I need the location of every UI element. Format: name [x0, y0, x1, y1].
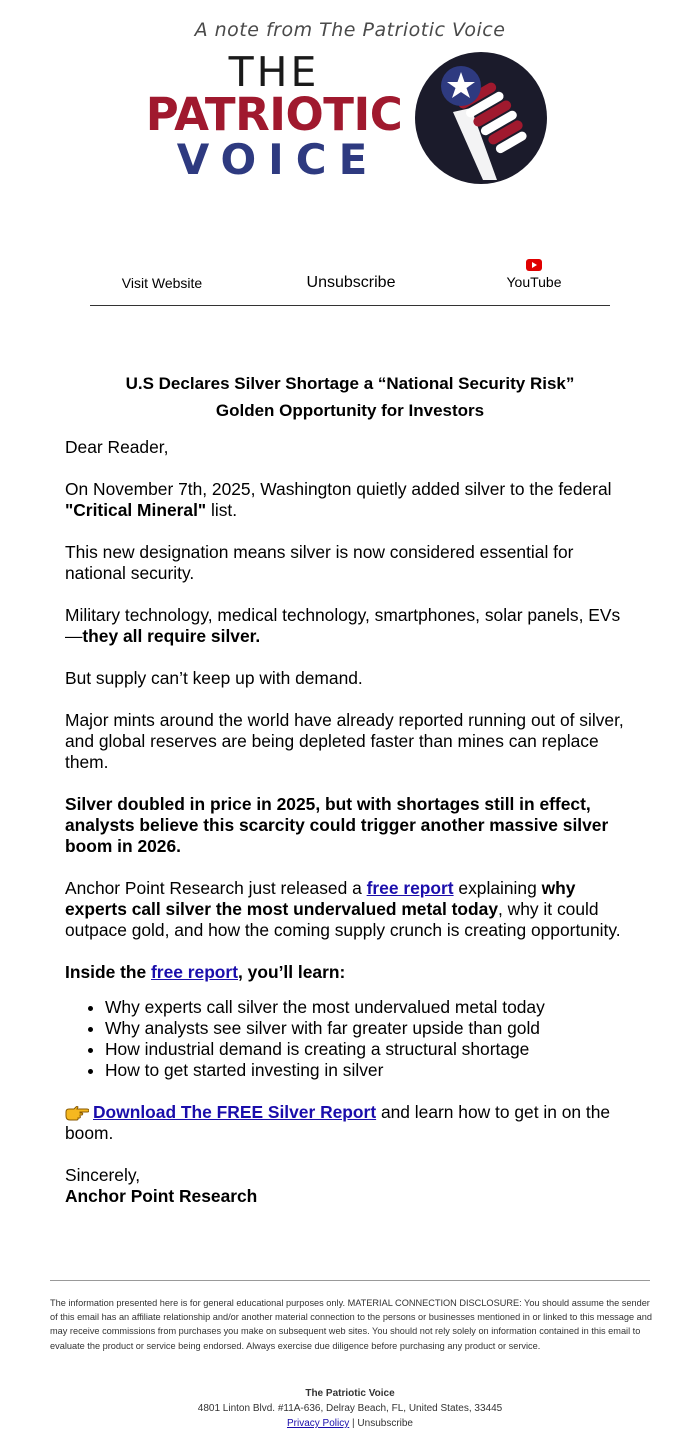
- paragraph-uses: [65, 605, 637, 647]
- pointing-hand-icon: [65, 1105, 89, 1121]
- p1-text-c: list.: [206, 500, 238, 520]
- youtube-label: YouTube: [506, 274, 562, 290]
- list-item: • Why analysts see silver with far greater upside than gold: [105, 1018, 637, 1039]
- cta-paragraph: [65, 1102, 637, 1144]
- visit-website-link[interactable]: Visit Website: [121, 275, 203, 291]
- youtube-link[interactable]: [489, 259, 579, 290]
- list-item: • How to get started investing in silver: [105, 1060, 637, 1081]
- microphone-flag-icon: [413, 50, 549, 186]
- footer-address: 4801 Linton Blvd. #11A-636, Delray Beach, FL, United States, 33445: [197, 1403, 503, 1414]
- p1-text-a: On November 7th, 2025, Washington quietly added silver to the federal: [65, 479, 612, 499]
- list-item: • Why experts call silver the most undervalued metal today: [105, 997, 637, 1018]
- learn-text-b: , you’ll learn:: [238, 962, 346, 982]
- unsubscribe-link[interactable]: Unsubscribe: [306, 274, 396, 291]
- p7-text-b: explaining: [453, 878, 542, 898]
- p1-bold: "Critical Mineral": [65, 500, 207, 520]
- logo-line-patriotic: PATRIOTIC: [145, 88, 403, 141]
- p3-text-a: Military technology, medical technology, smartphones, solar panels, EVs—: [65, 605, 621, 646]
- p7-bold: why experts call silver the most undervalued metal today: [65, 878, 576, 919]
- logo-wordmark: [145, 48, 403, 184]
- footer-company: The Patriotic Voice: [305, 1388, 395, 1399]
- download-report-link[interactable]: Download The FREE Silver Report: [93, 1102, 377, 1122]
- paragraph-price-doubled: [65, 794, 637, 857]
- privacy-policy-link[interactable]: Privacy Policy: [286, 1418, 350, 1429]
- paragraph-critical-mineral: [65, 479, 637, 521]
- footer-divider: [50, 1280, 650, 1281]
- learn-heading: [65, 962, 637, 983]
- p7-text-a: Anchor Point Research just released a: [65, 878, 367, 898]
- youtube-icon: [526, 259, 542, 271]
- signature: [65, 1186, 637, 1207]
- greeting: Dear Reader,: [65, 437, 169, 457]
- paragraph-supply: But supply can’t keep up with demand.: [65, 668, 363, 688]
- signature-bold: Anchor Point Research: [65, 1186, 258, 1206]
- cta-rest: and learn how to get in on the boom.: [65, 1102, 611, 1143]
- list-item: • How industrial demand is creating a structural shortage: [105, 1039, 637, 1060]
- headline-line-2: Golden Opportunity for Investors: [215, 401, 485, 420]
- footer-separator: |: [352, 1418, 355, 1429]
- p3-bold: they all require silver.: [82, 626, 261, 646]
- footer-unsubscribe-link[interactable]: Unsubscribe: [357, 1418, 413, 1429]
- benefit-list: [65, 997, 637, 1081]
- paragraph-mints: Major mints around the world have already reported running out of silver, and global reserves are being depleted faster than mines can replace them.: [65, 710, 624, 772]
- p6-bold: Silver doubled in price in 2025, but with shortages still in effect, analysts believe this scarcity could trigger another massive silver boom in 2026.: [65, 794, 609, 856]
- free-report-link-2[interactable]: free report: [151, 962, 238, 982]
- headline-line-1: U.S Declares Silver Shortage a “National Security Risk”: [125, 374, 575, 393]
- header-tagline: A note from The Patriotic Voice: [194, 19, 506, 41]
- p7-text-d: , why it could outpace gold, and how the coming supply crunch is creating opportunity.: [65, 899, 621, 940]
- footer-disclaimer: The information presented here is for general educational purposes only. MATERIAL CONNECTION DISCLOSURE: You should assume the sender of this email has an affiliate relationship and/or another material connection to the persons or businesses mentioned in or linked to this message and may receive commissions from purchases you make on subsequent web sites. You should not rely solely on information contained in this email to evaluate the product or service being endorsed. Always exercise due diligence before purchasing any product or service.: [50, 1298, 652, 1351]
- signoff: Sincerely,: [65, 1165, 141, 1185]
- footer-links: [0, 1416, 700, 1431]
- email-headline: [0, 370, 700, 424]
- free-report-link[interactable]: free report: [366, 878, 454, 898]
- email-body: [65, 437, 637, 1207]
- header-nav: [90, 257, 610, 306]
- learn-text-a: Inside the: [65, 962, 152, 982]
- paragraph-designation: This new designation means silver is now considered essential for national security.: [65, 542, 574, 583]
- footer-address-block: [0, 1386, 700, 1431]
- paragraph-report: [65, 878, 637, 941]
- logo-line-voice: VOICE: [176, 135, 380, 184]
- logo-line-the: THE: [228, 48, 320, 96]
